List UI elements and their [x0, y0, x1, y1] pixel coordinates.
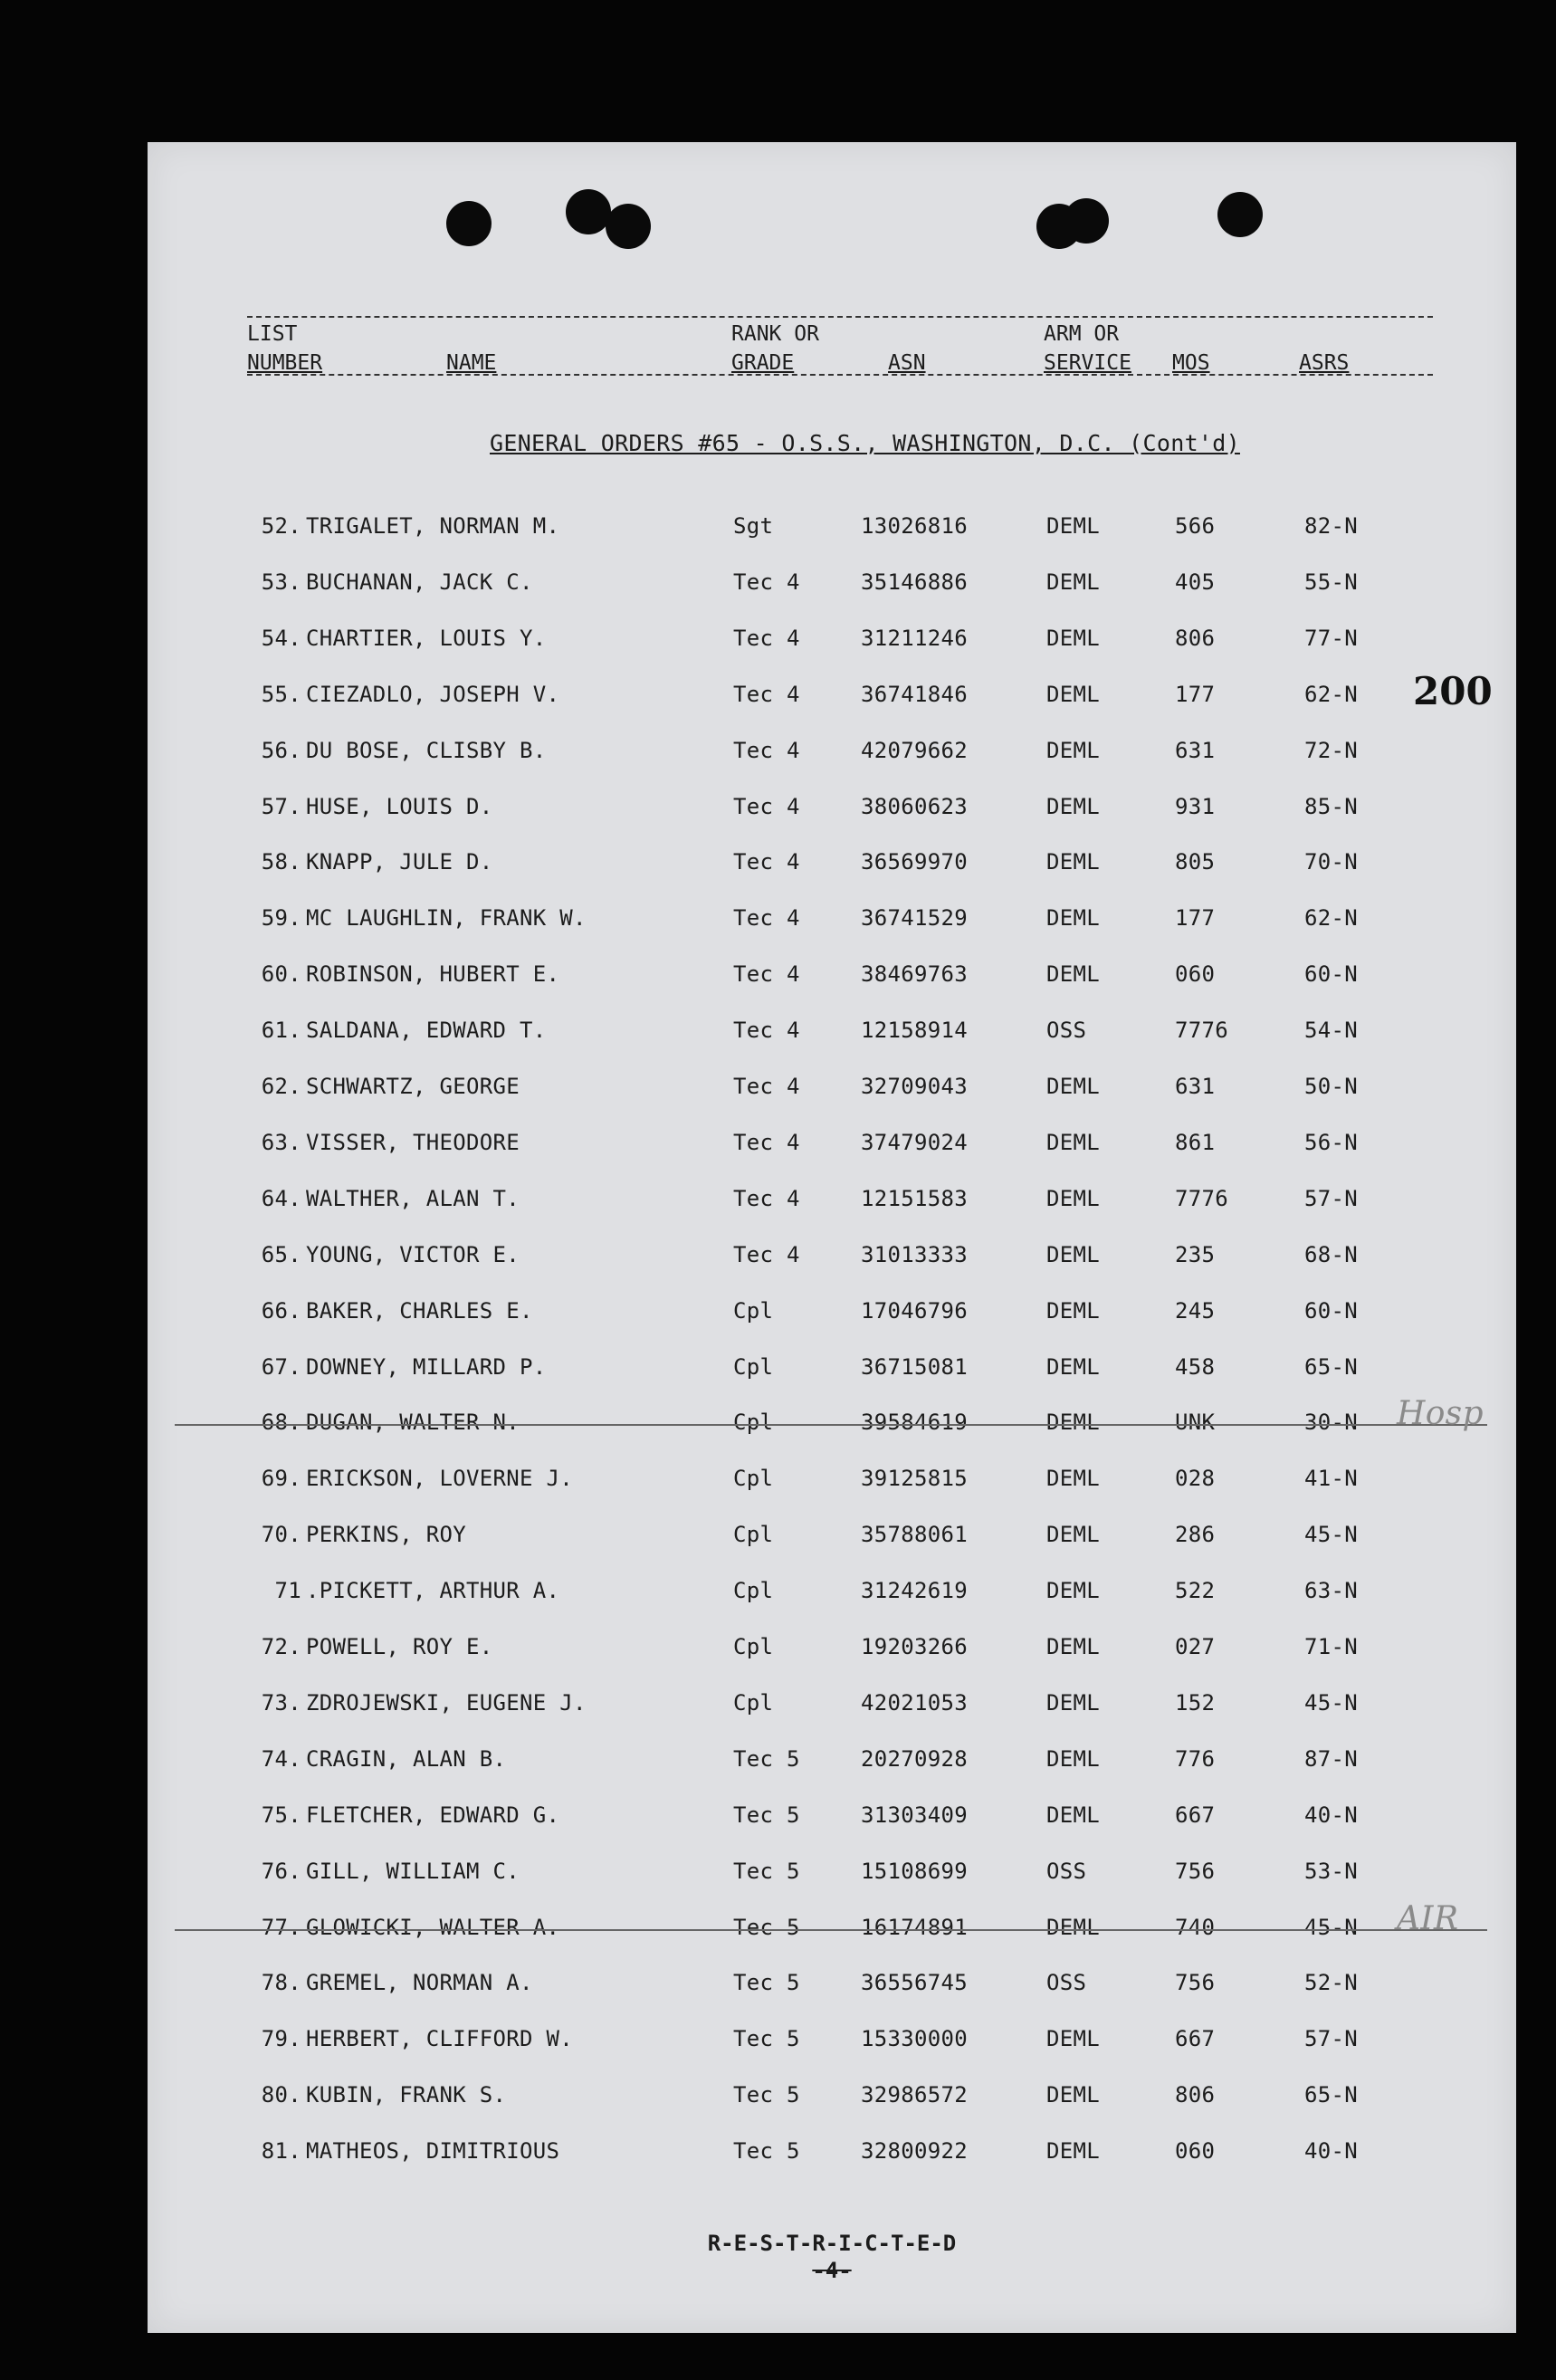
cell-name: PERKINS, ROY: [306, 1522, 466, 1548]
cell-mos: 667: [1175, 2026, 1216, 2052]
punch-hole: [1064, 198, 1109, 244]
cell-name: GLOWICKI, WALTER A.: [306, 1914, 560, 1940]
cell-asn: 38469763: [861, 961, 968, 988]
cell-asrs: 45-N: [1304, 1522, 1358, 1548]
cell-list-number: 64.: [261, 1185, 301, 1211]
cell-name: CHARTIER, LOUIS Y.: [306, 625, 547, 651]
cell-mos: 245: [1175, 1297, 1216, 1324]
cell-asn: 31242619: [861, 1578, 968, 1604]
table-row: [148, 1522, 1516, 1558]
punch-hole: [606, 204, 651, 249]
cell-arm-service: DEML: [1046, 625, 1100, 651]
header-rank: RANK OR GRADE: [731, 322, 819, 375]
document-page: [148, 142, 1516, 2333]
cell-name: SCHWARTZ, GEORGE: [306, 1074, 520, 1099]
cell-rank: Tec 5: [733, 1914, 800, 1940]
table-row: [148, 513, 1516, 550]
cell-name: DOWNEY, MILLARD P.: [306, 1353, 547, 1380]
cell-name: ZDROJEWSKI, EUGENE J.: [306, 1689, 587, 1716]
cell-rank: Tec 4: [733, 681, 800, 707]
cell-mos: UNK: [1175, 1410, 1216, 1436]
header-mos: MOS: [1172, 351, 1210, 375]
cell-list-number: 61.: [261, 1018, 301, 1044]
cell-asrs: 82-N: [1304, 513, 1358, 539]
cell-asrs: 63-N: [1304, 1578, 1358, 1604]
cell-asn: 32986572: [861, 2082, 968, 2108]
cell-list-number: 55.: [261, 681, 301, 707]
table-row: [148, 1802, 1516, 1839]
table-row: [148, 1466, 1516, 1502]
cell-asrs: 72-N: [1304, 737, 1358, 763]
cell-asn: 35788061: [861, 1522, 968, 1548]
cell-name: HERBERT, CLIFFORD W.: [306, 2026, 573, 2052]
cell-rank: Tec 5: [733, 2138, 800, 2165]
cell-asn: 35146886: [861, 569, 968, 595]
cell-name: POWELL, ROY E.: [306, 1634, 493, 1659]
cell-asn: 15330000: [861, 2026, 968, 2052]
cell-rank: Cpl: [733, 1689, 774, 1716]
cell-list-number: 53.: [261, 569, 301, 595]
cell-asrs: 71-N: [1304, 1634, 1358, 1659]
cell-asn: 15108699: [861, 1858, 968, 1884]
cell-name: CRAGIN, ALAN B.: [306, 1745, 507, 1772]
table-row: [148, 1634, 1516, 1670]
cell-asn: 36556745: [861, 1970, 968, 1996]
cell-arm-service: DEML: [1046, 681, 1100, 707]
cell-asn: 17046796: [861, 1297, 968, 1324]
cell-arm-service: DEML: [1046, 2138, 1100, 2165]
cell-rank: Tec 4: [733, 849, 800, 875]
cell-rank: Tec 4: [733, 1074, 800, 1099]
cell-name: MC LAUGHLIN, FRANK W.: [306, 905, 587, 932]
cell-rank: Tec 4: [733, 737, 800, 763]
cell-arm-service: OSS: [1046, 1018, 1087, 1044]
cell-arm-service: DEML: [1046, 1914, 1100, 1940]
cell-arm-service: DEML: [1046, 1185, 1100, 1211]
cell-mos: 931: [1175, 793, 1216, 819]
cell-name: GREMEL, NORMAN A.: [306, 1970, 533, 1996]
cell-arm-service: DEML: [1046, 2082, 1100, 2108]
cell-rank: Cpl: [733, 1466, 774, 1492]
cell-asrs: 40-N: [1304, 1802, 1358, 1828]
header-name: NAME: [446, 351, 497, 375]
cell-asn: 32709043: [861, 1074, 968, 1099]
punch-hole: [1217, 192, 1263, 237]
cell-name: BAKER, CHARLES E.: [306, 1297, 533, 1324]
cell-asrs: 54-N: [1304, 1018, 1358, 1044]
cell-asrs: 60-N: [1304, 1297, 1358, 1324]
table-row: [148, 1354, 1516, 1391]
table-row: [148, 1859, 1516, 1895]
cell-list-number: 72.: [261, 1634, 301, 1659]
cell-list-number: 66.: [261, 1297, 301, 1324]
cell-asrs: 65-N: [1304, 1353, 1358, 1380]
cell-name: WALTHER, ALAN T.: [306, 1185, 520, 1211]
cell-asn: 36741846: [861, 681, 968, 707]
cell-asrs: 65-N: [1304, 2082, 1358, 2108]
cell-arm-service: DEML: [1046, 1802, 1100, 1828]
cell-rank: Cpl: [733, 1522, 774, 1548]
cell-mos: 028: [1175, 1466, 1216, 1492]
cell-rank: Tec 4: [733, 625, 800, 651]
cell-arm-service: DEML: [1046, 905, 1100, 932]
cell-mos: 060: [1175, 961, 1216, 988]
cell-mos: 235: [1175, 1241, 1216, 1267]
cell-arm-service: DEML: [1046, 737, 1100, 763]
cell-asrs: 40-N: [1304, 2138, 1358, 2165]
cell-name: KNAPP, JULE D.: [306, 849, 493, 875]
cell-arm-service: DEML: [1046, 1241, 1100, 1267]
header-arm: ARM OR SERVICE: [1044, 322, 1131, 375]
table-row: [148, 905, 1516, 941]
table-row: [148, 1186, 1516, 1222]
cell-arm-service: DEML: [1046, 513, 1100, 539]
cell-rank: Cpl: [733, 1634, 774, 1659]
table-row: [148, 2026, 1516, 2062]
cell-arm-service: DEML: [1046, 1129, 1100, 1155]
cell-mos: 060: [1175, 2138, 1216, 2165]
cell-list-number: 67.: [261, 1353, 301, 1380]
cell-mos: 177: [1175, 681, 1216, 707]
cell-name: VISSER, THEODORE: [306, 1129, 520, 1155]
cell-asn: 37479024: [861, 1129, 968, 1155]
cell-list-number: 71: [274, 1578, 301, 1604]
cell-asn: 36569970: [861, 849, 968, 875]
strike-through-line: [175, 1424, 1487, 1426]
cell-arm-service: OSS: [1046, 1858, 1087, 1884]
cell-list-number: 73.: [261, 1689, 301, 1716]
cell-asrs: 41-N: [1304, 1466, 1358, 1492]
cell-mos: 7776: [1175, 1185, 1228, 1211]
cell-asn: 42079662: [861, 737, 968, 763]
handwritten-note: AIR: [1397, 1899, 1459, 1937]
cell-arm-service: DEML: [1046, 1689, 1100, 1716]
cell-arm-service: DEML: [1046, 1745, 1100, 1772]
cell-list-number: 69.: [261, 1466, 301, 1492]
cell-asn: 39584619: [861, 1410, 968, 1436]
cell-rank: Tec 4: [733, 1241, 800, 1267]
cell-mos: 805: [1175, 849, 1216, 875]
cell-asrs: 45-N: [1304, 1689, 1358, 1716]
cell-name: CIEZADLO, JOSEPH V.: [306, 681, 560, 707]
cell-name: ERICKSON, LOVERNE J.: [306, 1466, 573, 1492]
cell-name: YOUNG, VICTOR E.: [306, 1241, 520, 1267]
cell-list-number: 79.: [261, 2026, 301, 2052]
cell-mos: 286: [1175, 1522, 1216, 1548]
cell-mos: 806: [1175, 2082, 1216, 2108]
cell-asrs: 68-N: [1304, 1241, 1358, 1267]
cell-list-number: 76.: [261, 1858, 301, 1884]
cell-arm-service: DEML: [1046, 793, 1100, 819]
cell-arm-service: DEML: [1046, 961, 1100, 988]
cell-rank: Tec 4: [733, 569, 800, 595]
cell-mos: 7776: [1175, 1018, 1228, 1044]
table-row: [148, 1578, 1516, 1614]
cell-mos: 631: [1175, 1074, 1216, 1099]
cell-rank: Tec 5: [733, 1802, 800, 1828]
cell-list-number: 56.: [261, 737, 301, 763]
table-row: [148, 1970, 1516, 2006]
cell-asn: 13026816: [861, 513, 968, 539]
strike-through-line: [175, 1929, 1487, 1931]
cell-asrs: 56-N: [1304, 1129, 1358, 1155]
cell-list-number: 58.: [261, 849, 301, 875]
table-row: [148, 794, 1516, 830]
table-row: [148, 1242, 1516, 1278]
cell-asn: 19203266: [861, 1634, 968, 1659]
cell-list-number: 65.: [261, 1241, 301, 1267]
cell-asn: 12151583: [861, 1185, 968, 1211]
cell-rank: Tec 5: [733, 2082, 800, 2108]
table-row: [148, 961, 1516, 998]
cell-asn: 16174891: [861, 1914, 968, 1940]
table-row: [148, 1690, 1516, 1726]
table-row: [148, 2138, 1516, 2174]
cell-asrs: 62-N: [1304, 905, 1358, 932]
cell-list-number: 54.: [261, 625, 301, 651]
cell-mos: 631: [1175, 737, 1216, 763]
cell-list-number: 62.: [261, 1074, 301, 1099]
cell-asrs: 55-N: [1304, 569, 1358, 595]
table-row: [148, 1899, 1516, 1951]
cell-arm-service: DEML: [1046, 1074, 1100, 1099]
cell-mos: 776: [1175, 1745, 1216, 1772]
margin-page-number: 200: [1413, 669, 1493, 713]
cell-rank: Cpl: [733, 1578, 774, 1604]
cell-asn: 39125815: [861, 1466, 968, 1492]
cell-mos: 756: [1175, 1970, 1216, 1996]
cell-rank: Tec 4: [733, 905, 800, 932]
cell-rank: Sgt: [733, 513, 774, 539]
page-number: -4-: [812, 2258, 852, 2283]
cell-list-number: 75.: [261, 1802, 301, 1828]
cell-list-number: 77.: [261, 1914, 301, 1940]
cell-name: ROBINSON, HUBERT E.: [306, 961, 560, 988]
cell-name: .PICKETT, ARTHUR A.: [306, 1578, 560, 1604]
cell-arm-service: DEML: [1046, 1297, 1100, 1324]
cell-asrs: 30-N: [1304, 1410, 1358, 1436]
cell-mos: 740: [1175, 1914, 1216, 1940]
cell-asn: 36741529: [861, 905, 968, 932]
punch-hole: [446, 201, 492, 246]
cell-asrs: 77-N: [1304, 625, 1358, 651]
table-row: [148, 1074, 1516, 1110]
cell-asrs: 70-N: [1304, 849, 1358, 875]
cell-rank: Tec 5: [733, 1745, 800, 1772]
cell-asn: 32800922: [861, 2138, 968, 2165]
cell-asrs: 87-N: [1304, 1745, 1358, 1772]
cell-rank: Tec 5: [733, 1970, 800, 1996]
cell-list-number: 74.: [261, 1745, 301, 1772]
cell-asn: 31211246: [861, 625, 968, 651]
cell-list-number: 60.: [261, 961, 301, 988]
cell-asn: 20270928: [861, 1745, 968, 1772]
cell-rank: Cpl: [733, 1353, 774, 1380]
cell-arm-service: OSS: [1046, 1970, 1087, 1996]
cell-arm-service: DEML: [1046, 1578, 1100, 1604]
cell-mos: 756: [1175, 1858, 1216, 1884]
cell-rank: Tec 5: [733, 2026, 800, 2052]
cell-name: TRIGALET, NORMAN M.: [306, 513, 560, 539]
cell-asrs: 62-N: [1304, 681, 1358, 707]
table-row: [148, 626, 1516, 662]
cell-arm-service: DEML: [1046, 2026, 1100, 2052]
cell-asrs: 57-N: [1304, 2026, 1358, 2052]
cell-mos: 806: [1175, 625, 1216, 651]
cell-name: KUBIN, FRANK S.: [306, 2082, 507, 2108]
cell-list-number: 80.: [261, 2082, 301, 2108]
cell-rank: Tec 4: [733, 961, 800, 988]
cell-mos: 522: [1175, 1578, 1216, 1604]
cell-mos: 405: [1175, 569, 1216, 595]
header-top-rule: [247, 316, 1433, 318]
cell-mos: 861: [1175, 1129, 1216, 1155]
cell-mos: 667: [1175, 1802, 1216, 1828]
table-row: [148, 1746, 1516, 1783]
cell-arm-service: DEML: [1046, 1522, 1100, 1548]
cell-list-number: 78.: [261, 1970, 301, 1996]
cell-name: MATHEOS, DIMITRIOUS: [306, 2138, 560, 2165]
classification-marking: R-E-S-T-R-I-C-T-E-D: [707, 2231, 957, 2256]
cell-mos: 566: [1175, 513, 1216, 539]
header-list-number: LIST NUMBER: [247, 322, 323, 375]
cell-list-number: 68.: [261, 1410, 301, 1436]
cell-asrs: 50-N: [1304, 1074, 1358, 1099]
cell-name: DUGAN, WALTER N.: [306, 1410, 520, 1436]
header-asrs: ASRS: [1299, 351, 1350, 375]
cell-rank: Tec 5: [733, 1858, 800, 1884]
cell-mos: 152: [1175, 1689, 1216, 1716]
cell-name: BUCHANAN, JACK C.: [306, 569, 533, 595]
cell-arm-service: DEML: [1046, 569, 1100, 595]
punch-hole: [566, 189, 611, 234]
cell-rank: Tec 4: [733, 793, 800, 819]
header-bottom-rule: [247, 374, 1433, 376]
header-asn: ASN: [888, 351, 926, 375]
table-row: [148, 1298, 1516, 1334]
cell-arm-service: DEML: [1046, 1353, 1100, 1380]
cell-asn: 12158914: [861, 1018, 968, 1044]
cell-asrs: 85-N: [1304, 793, 1358, 819]
cell-asn: 31013333: [861, 1241, 968, 1267]
cell-mos: 177: [1175, 905, 1216, 932]
cell-mos: 027: [1175, 1634, 1216, 1659]
cell-rank: Tec 4: [733, 1185, 800, 1211]
cell-asrs: 53-N: [1304, 1858, 1358, 1884]
cell-list-number: 81.: [261, 2138, 301, 2165]
cell-asrs: 45-N: [1304, 1914, 1358, 1940]
cell-list-number: 52.: [261, 513, 301, 539]
cell-asrs: 57-N: [1304, 1185, 1358, 1211]
cell-name: HUSE, LOUIS D.: [306, 793, 493, 819]
table-row: [148, 2082, 1516, 2118]
table-row: [148, 569, 1516, 606]
cell-arm-service: DEML: [1046, 1634, 1100, 1659]
document-title: GENERAL ORDERS #65 - O.S.S., WASHINGTON, D.C. (Cont'd): [490, 430, 1240, 456]
cell-list-number: 63.: [261, 1129, 301, 1155]
handwritten-note: Hosp: [1397, 1395, 1484, 1433]
cell-asn: 31303409: [861, 1802, 968, 1828]
cell-asn: 38060623: [861, 793, 968, 819]
cell-rank: Cpl: [733, 1297, 774, 1324]
cell-mos: 458: [1175, 1353, 1216, 1380]
cell-asrs: 52-N: [1304, 1970, 1358, 1996]
table-row: [148, 738, 1516, 774]
cell-list-number: 70.: [261, 1522, 301, 1548]
table-row: [148, 1395, 1516, 1446]
table-row: [148, 682, 1516, 718]
cell-name: SALDANA, EDWARD T.: [306, 1018, 547, 1044]
cell-asrs: 60-N: [1304, 961, 1358, 988]
cell-rank: Cpl: [733, 1410, 774, 1436]
cell-list-number: 57.: [261, 793, 301, 819]
cell-arm-service: DEML: [1046, 849, 1100, 875]
cell-arm-service: DEML: [1046, 1466, 1100, 1492]
cell-rank: Tec 4: [733, 1018, 800, 1044]
cell-name: GILL, WILLIAM C.: [306, 1858, 520, 1884]
cell-rank: Tec 4: [733, 1129, 800, 1155]
cell-asn: 42021053: [861, 1689, 968, 1716]
cell-name: DU BOSE, CLISBY B.: [306, 737, 547, 763]
cell-arm-service: DEML: [1046, 1410, 1100, 1436]
table-row: [148, 849, 1516, 885]
cell-list-number: 59.: [261, 905, 301, 932]
table-row: [148, 1130, 1516, 1166]
table-row: [148, 1018, 1516, 1054]
cell-name: FLETCHER, EDWARD G.: [306, 1802, 560, 1828]
cell-asn: 36715081: [861, 1353, 968, 1380]
